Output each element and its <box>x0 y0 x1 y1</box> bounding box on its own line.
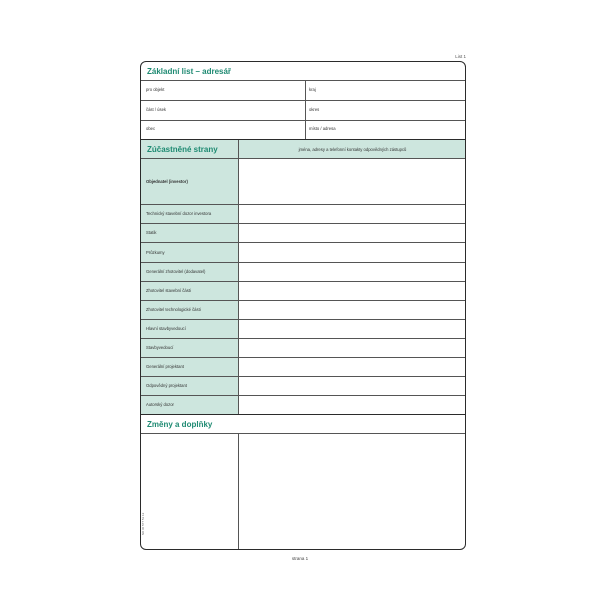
party-row: Technický stavební dozor investora <box>146 211 212 216</box>
party-row: Průzkumy <box>146 249 165 255</box>
party-row: Generální projektant <box>146 364 184 369</box>
side-code: ND ID 577 51 12 <box>141 512 145 535</box>
page-number: strana 1 <box>291 556 309 561</box>
form-sheet <box>140 61 466 550</box>
changes-section-title: Změny a doplňky <box>147 419 213 429</box>
party-row: Autorský dozor <box>146 402 174 407</box>
field-municipality: obec <box>146 126 156 131</box>
party-row: Odpovědný projektant <box>146 383 187 388</box>
party-row: Stavbyvedoucí <box>146 345 174 350</box>
party-row: Statik <box>146 230 157 235</box>
field-district: okres <box>309 107 320 112</box>
field-address: místo / adresa <box>309 126 336 131</box>
party-row: Hlavní stavbyvedoucí <box>146 326 186 331</box>
list-number: List 1 <box>455 54 466 59</box>
field-section: část / úsek <box>146 107 167 112</box>
party-investor: Objednatel (investor) <box>146 178 188 184</box>
party-row: Zhotovitel technologické části <box>146 307 201 312</box>
basic-section-title: Základní list – adresář <box>147 66 232 76</box>
party-row: Zhotovitel stavební části <box>146 288 191 293</box>
party-row: Generální zhotovitel (dodavatel) <box>146 269 206 274</box>
contacts-header: jména, adresy a telefonní kontakty odpovědných zástupců <box>298 146 407 152</box>
field-object: pro objekt <box>146 87 165 92</box>
field-region: kraj <box>309 87 316 92</box>
parties-section-title: Zúčastněné strany <box>147 144 218 154</box>
